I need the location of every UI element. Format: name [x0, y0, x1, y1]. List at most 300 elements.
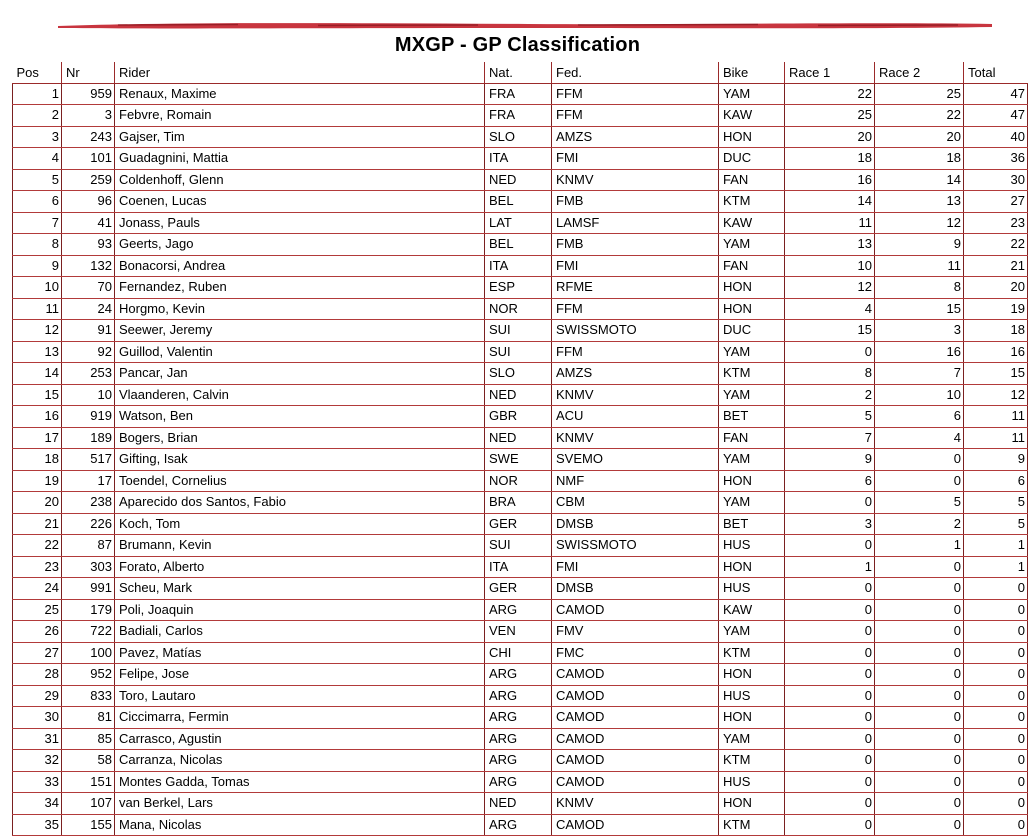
cell-race2: 0: [875, 685, 964, 707]
cell-rider: Bogers, Brian: [115, 427, 485, 449]
cell-race1: 4: [785, 298, 875, 320]
table-row: [13, 664, 1028, 686]
cell-race2: 0: [875, 642, 964, 664]
cell-race1: 0: [785, 599, 875, 621]
cell-race2: 4: [875, 427, 964, 449]
cell-total: 19: [964, 298, 1028, 320]
cell-rider: Badiali, Carlos: [115, 621, 485, 643]
cell-rider: Febvre, Romain: [115, 105, 485, 127]
cell-nat: GBR: [485, 406, 552, 428]
cell-nat: BEL: [485, 234, 552, 256]
table-row: [13, 234, 1028, 256]
cell-bike: HON: [719, 664, 785, 686]
cell-bike: YAM: [719, 384, 785, 406]
header-pos: Pos: [13, 62, 62, 83]
cell-pos: 13: [13, 341, 62, 363]
cell-total: 18: [964, 320, 1028, 342]
cell-race1: 0: [785, 750, 875, 772]
cell-rider: Montes Gadda, Tomas: [115, 771, 485, 793]
cell-total: 0: [964, 771, 1028, 793]
cell-pos: 31: [13, 728, 62, 750]
header-nr: Nr: [62, 62, 115, 83]
cell-fed: CAMOD: [552, 707, 719, 729]
cell-fed: CAMOD: [552, 728, 719, 750]
cell-rider: Renaux, Maxime: [115, 83, 485, 105]
cell-nat: SLO: [485, 126, 552, 148]
cell-nat: BEL: [485, 191, 552, 213]
cell-nr: 226: [62, 513, 115, 535]
cell-bike: BET: [719, 513, 785, 535]
cell-nr: 87: [62, 535, 115, 557]
cell-bike: HON: [719, 707, 785, 729]
cell-nat: NED: [485, 427, 552, 449]
cell-nr: 243: [62, 126, 115, 148]
cell-fed: SWISSMOTO: [552, 320, 719, 342]
header-total: Total: [964, 62, 1028, 83]
cell-nat: ARG: [485, 685, 552, 707]
cell-pos: 22: [13, 535, 62, 557]
cell-fed: FMI: [552, 148, 719, 170]
cell-total: 22: [964, 234, 1028, 256]
cell-race2: 20: [875, 126, 964, 148]
cell-nat: GER: [485, 578, 552, 600]
cell-race2: 0: [875, 621, 964, 643]
cell-nat: NED: [485, 384, 552, 406]
cell-race2: 15: [875, 298, 964, 320]
table-row: [13, 707, 1028, 729]
cell-nat: SUI: [485, 341, 552, 363]
cell-fed: DMSB: [552, 513, 719, 535]
cell-fed: CAMOD: [552, 814, 719, 836]
cell-pos: 20: [13, 492, 62, 514]
table-row: [13, 212, 1028, 234]
cell-bike: YAM: [719, 83, 785, 105]
cell-rider: Carrasco, Agustin: [115, 728, 485, 750]
cell-race1: 3: [785, 513, 875, 535]
cell-bike: KTM: [719, 814, 785, 836]
cell-fed: DMSB: [552, 578, 719, 600]
header-row: [13, 62, 1028, 83]
cell-fed: CAMOD: [552, 750, 719, 772]
cell-rider: Geerts, Jago: [115, 234, 485, 256]
cell-nr: 101: [62, 148, 115, 170]
cell-pos: 29: [13, 685, 62, 707]
cell-nr: 259: [62, 169, 115, 191]
cell-fed: AMZS: [552, 363, 719, 385]
cell-bike: KTM: [719, 642, 785, 664]
cell-race2: 13: [875, 191, 964, 213]
cell-bike: HUS: [719, 771, 785, 793]
cell-race2: 14: [875, 169, 964, 191]
cell-nr: 58: [62, 750, 115, 772]
table-row: [13, 728, 1028, 750]
cell-rider: Guadagnini, Mattia: [115, 148, 485, 170]
cell-race1: 5: [785, 406, 875, 428]
cell-nr: 70: [62, 277, 115, 299]
table-row: [13, 750, 1028, 772]
cell-nat: SLO: [485, 363, 552, 385]
cell-race2: 12: [875, 212, 964, 234]
cell-bike: HON: [719, 126, 785, 148]
cell-nr: 81: [62, 707, 115, 729]
cell-bike: FAN: [719, 255, 785, 277]
cell-total: 21: [964, 255, 1028, 277]
cell-nr: 303: [62, 556, 115, 578]
cell-nr: 85: [62, 728, 115, 750]
cell-nr: 517: [62, 449, 115, 471]
cell-fed: SWISSMOTO: [552, 535, 719, 557]
cell-nat: ARG: [485, 771, 552, 793]
table-row: [13, 642, 1028, 664]
cell-nr: 189: [62, 427, 115, 449]
cell-nat: ESP: [485, 277, 552, 299]
cell-pos: 25: [13, 599, 62, 621]
cell-bike: DUC: [719, 148, 785, 170]
cell-bike: HON: [719, 793, 785, 815]
page-title: MXGP - GP Classification: [394, 34, 641, 56]
cell-nr: 17: [62, 470, 115, 492]
cell-race2: 0: [875, 578, 964, 600]
cell-nat: SWE: [485, 449, 552, 471]
cell-total: 0: [964, 578, 1028, 600]
cell-race1: 22: [785, 83, 875, 105]
cell-bike: HUS: [719, 535, 785, 557]
cell-rider: Ciccimarra, Fermin: [115, 707, 485, 729]
cell-race1: 0: [785, 728, 875, 750]
cell-rider: Felipe, Jose: [115, 664, 485, 686]
header-fed: Fed.: [552, 62, 719, 83]
cell-nr: 952: [62, 664, 115, 686]
cell-pos: 6: [13, 191, 62, 213]
table-row: [13, 578, 1028, 600]
table-row: [13, 771, 1028, 793]
cell-race1: 15: [785, 320, 875, 342]
cell-bike: YAM: [719, 234, 785, 256]
cell-race2: 0: [875, 728, 964, 750]
cell-race1: 11: [785, 212, 875, 234]
cell-rider: Mana, Nicolas: [115, 814, 485, 836]
cell-pos: 18: [13, 449, 62, 471]
cell-bike: KTM: [719, 750, 785, 772]
cell-total: 5: [964, 492, 1028, 514]
cell-total: 15: [964, 363, 1028, 385]
cell-pos: 27: [13, 642, 62, 664]
cell-pos: 32: [13, 750, 62, 772]
cell-bike: YAM: [719, 621, 785, 643]
cell-pos: 9: [13, 255, 62, 277]
cell-race2: 5: [875, 492, 964, 514]
cell-rider: Watson, Ben: [115, 406, 485, 428]
cell-nat: SUI: [485, 320, 552, 342]
table-row: [13, 685, 1028, 707]
cell-race2: 0: [875, 707, 964, 729]
cell-race1: 0: [785, 707, 875, 729]
cell-rider: Gifting, Isak: [115, 449, 485, 471]
cell-bike: HUS: [719, 685, 785, 707]
cell-nat: NOR: [485, 298, 552, 320]
table-row: [13, 255, 1028, 277]
cell-fed: ACU: [552, 406, 719, 428]
cell-race2: 18: [875, 148, 964, 170]
table-row: [13, 556, 1028, 578]
cell-nat: LAT: [485, 212, 552, 234]
cell-race1: 25: [785, 105, 875, 127]
cell-nat: ITA: [485, 255, 552, 277]
cell-total: 6: [964, 470, 1028, 492]
cell-rider: van Berkel, Lars: [115, 793, 485, 815]
cell-total: 0: [964, 793, 1028, 815]
cell-nat: ARG: [485, 750, 552, 772]
cell-nat: ARG: [485, 707, 552, 729]
cell-bike: YAM: [719, 492, 785, 514]
cell-pos: 5: [13, 169, 62, 191]
cell-bike: YAM: [719, 449, 785, 471]
cell-nr: 155: [62, 814, 115, 836]
cell-nr: 91: [62, 320, 115, 342]
cell-rider: Coenen, Lucas: [115, 191, 485, 213]
cell-rider: Gajser, Tim: [115, 126, 485, 148]
cell-race1: 8: [785, 363, 875, 385]
cell-race1: 0: [785, 341, 875, 363]
cell-nat: ITA: [485, 148, 552, 170]
cell-fed: KNMV: [552, 384, 719, 406]
cell-race1: 7: [785, 427, 875, 449]
cell-nr: 959: [62, 83, 115, 105]
cell-fed: FFM: [552, 298, 719, 320]
cell-nat: SUI: [485, 535, 552, 557]
cell-race2: 0: [875, 599, 964, 621]
cell-nat: ARG: [485, 814, 552, 836]
cell-nr: 93: [62, 234, 115, 256]
cell-total: 20: [964, 277, 1028, 299]
cell-race2: 7: [875, 363, 964, 385]
cell-race1: 0: [785, 685, 875, 707]
cell-nr: 253: [62, 363, 115, 385]
cell-race2: 0: [875, 664, 964, 686]
cell-rider: Poli, Joaquin: [115, 599, 485, 621]
cell-race2: 0: [875, 470, 964, 492]
cell-nat: CHI: [485, 642, 552, 664]
header-race2: Race 2: [875, 62, 964, 83]
cell-total: 9: [964, 449, 1028, 471]
cell-nat: ARG: [485, 664, 552, 686]
cell-rider: Pancar, Jan: [115, 363, 485, 385]
cell-rider: Pavez, Matías: [115, 642, 485, 664]
table-row: [13, 793, 1028, 815]
cell-pos: 35: [13, 814, 62, 836]
cell-fed: FMB: [552, 234, 719, 256]
cell-total: 47: [964, 105, 1028, 127]
cell-race1: 0: [785, 642, 875, 664]
cell-bike: KAW: [719, 599, 785, 621]
cell-total: 1: [964, 535, 1028, 557]
cell-fed: FMC: [552, 642, 719, 664]
cell-bike: YAM: [719, 728, 785, 750]
cell-rider: Jonass, Pauls: [115, 212, 485, 234]
cell-pos: 24: [13, 578, 62, 600]
cell-race2: 6: [875, 406, 964, 428]
cell-nat: GER: [485, 513, 552, 535]
cell-rider: Coldenhoff, Glenn: [115, 169, 485, 191]
cell-total: 1: [964, 556, 1028, 578]
cell-pos: 21: [13, 513, 62, 535]
cell-nr: 833: [62, 685, 115, 707]
cell-race2: 3: [875, 320, 964, 342]
cell-nat: ARG: [485, 728, 552, 750]
cell-rider: Forato, Alberto: [115, 556, 485, 578]
cell-rider: Carranza, Nicolas: [115, 750, 485, 772]
table-row: [13, 513, 1028, 535]
cell-pos: 4: [13, 148, 62, 170]
cell-fed: KNMV: [552, 427, 719, 449]
cell-pos: 14: [13, 363, 62, 385]
cell-pos: 7: [13, 212, 62, 234]
cell-race1: 0: [785, 664, 875, 686]
cell-race2: 0: [875, 771, 964, 793]
cell-bike: KTM: [719, 191, 785, 213]
table-row: [13, 148, 1028, 170]
header-race1: Race 1: [785, 62, 875, 83]
cell-pos: 11: [13, 298, 62, 320]
cell-rider: Brumann, Kevin: [115, 535, 485, 557]
cell-fed: CAMOD: [552, 685, 719, 707]
cell-bike: FAN: [719, 427, 785, 449]
cell-nr: 722: [62, 621, 115, 643]
cell-bike: HUS: [719, 578, 785, 600]
cell-race1: 20: [785, 126, 875, 148]
cell-bike: HON: [719, 470, 785, 492]
cell-nr: 179: [62, 599, 115, 621]
cell-bike: BET: [719, 406, 785, 428]
cell-total: 27: [964, 191, 1028, 213]
cell-nat: ITA: [485, 556, 552, 578]
cell-rider: Horgmo, Kevin: [115, 298, 485, 320]
cell-race1: 18: [785, 148, 875, 170]
cell-nr: 24: [62, 298, 115, 320]
cell-race1: 0: [785, 771, 875, 793]
cell-race2: 0: [875, 449, 964, 471]
cell-race1: 12: [785, 277, 875, 299]
cell-total: 0: [964, 599, 1028, 621]
cell-nat: FRA: [485, 105, 552, 127]
cell-nr: 991: [62, 578, 115, 600]
cell-fed: FFM: [552, 105, 719, 127]
cell-race2: 1: [875, 535, 964, 557]
cell-fed: CAMOD: [552, 664, 719, 686]
cell-race2: 22: [875, 105, 964, 127]
cell-pos: 33: [13, 771, 62, 793]
cell-nr: 96: [62, 191, 115, 213]
cell-pos: 16: [13, 406, 62, 428]
cell-race2: 0: [875, 556, 964, 578]
table-row: [13, 169, 1028, 191]
cell-nr: 41: [62, 212, 115, 234]
header-nat: Nat.: [485, 62, 552, 83]
cell-bike: KAW: [719, 212, 785, 234]
cell-race2: 10: [875, 384, 964, 406]
cell-race2: 9: [875, 234, 964, 256]
table-row: [13, 814, 1028, 836]
cell-rider: Guillod, Valentin: [115, 341, 485, 363]
cell-rider: Fernandez, Ruben: [115, 277, 485, 299]
table-row: [13, 621, 1028, 643]
cell-rider: Koch, Tom: [115, 513, 485, 535]
cell-rider: Bonacorsi, Andrea: [115, 255, 485, 277]
table-row: [13, 105, 1028, 127]
cell-total: 11: [964, 406, 1028, 428]
cell-total: 0: [964, 728, 1028, 750]
cell-nr: 107: [62, 793, 115, 815]
table-row: [13, 298, 1028, 320]
cell-pos: 1: [13, 83, 62, 105]
cell-fed: FFM: [552, 341, 719, 363]
cell-total: 16: [964, 341, 1028, 363]
cell-nat: NED: [485, 793, 552, 815]
cell-race2: 8: [875, 277, 964, 299]
cell-total: 0: [964, 750, 1028, 772]
cell-fed: LAMSF: [552, 212, 719, 234]
cell-race1: 13: [785, 234, 875, 256]
cell-pos: 19: [13, 470, 62, 492]
cell-nr: 3: [62, 105, 115, 127]
table-row: [13, 191, 1028, 213]
cell-race1: 0: [785, 621, 875, 643]
cell-fed: CAMOD: [552, 771, 719, 793]
table-row: [13, 126, 1028, 148]
table-row: [13, 384, 1028, 406]
cell-fed: SVEMO: [552, 449, 719, 471]
cell-nat: VEN: [485, 621, 552, 643]
cell-fed: CAMOD: [552, 599, 719, 621]
cell-fed: FMV: [552, 621, 719, 643]
cell-total: 12: [964, 384, 1028, 406]
cell-race1: 0: [785, 578, 875, 600]
cell-race2: 0: [875, 793, 964, 815]
cell-pos: 26: [13, 621, 62, 643]
cell-race1: 6: [785, 470, 875, 492]
table-row: [13, 427, 1028, 449]
table-row: [13, 449, 1028, 471]
cell-rider: Vlaanderen, Calvin: [115, 384, 485, 406]
table-row: [13, 83, 1028, 105]
classification-table: [12, 62, 1028, 836]
cell-pos: 10: [13, 277, 62, 299]
cell-race1: 0: [785, 793, 875, 815]
cell-total: 0: [964, 707, 1028, 729]
header-bike: Bike: [719, 62, 785, 83]
cell-total: 30: [964, 169, 1028, 191]
cell-total: 0: [964, 664, 1028, 686]
cell-pos: 34: [13, 793, 62, 815]
cell-race1: 16: [785, 169, 875, 191]
cell-fed: FMB: [552, 191, 719, 213]
cell-bike: KAW: [719, 105, 785, 127]
cell-race2: 0: [875, 750, 964, 772]
table-row: [13, 535, 1028, 557]
cell-nat: FRA: [485, 83, 552, 105]
table-row: [13, 363, 1028, 385]
cell-nr: 919: [62, 406, 115, 428]
cell-fed: CBM: [552, 492, 719, 514]
cell-nat: NOR: [485, 470, 552, 492]
cell-race1: 14: [785, 191, 875, 213]
cell-race2: 2: [875, 513, 964, 535]
cell-bike: HON: [719, 277, 785, 299]
cell-pos: 8: [13, 234, 62, 256]
table-row: [13, 320, 1028, 342]
cell-race2: 11: [875, 255, 964, 277]
cell-fed: FMI: [552, 255, 719, 277]
